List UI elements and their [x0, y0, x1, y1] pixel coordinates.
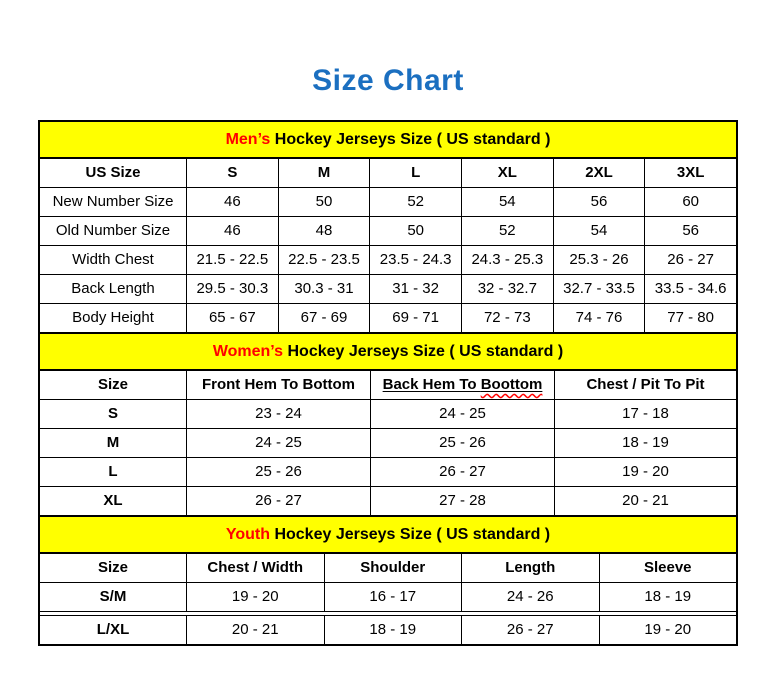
value-cell: 18 - 19 — [554, 429, 736, 457]
row-label: L/XL — [96, 621, 130, 638]
value-cell: 18 - 19 — [324, 616, 462, 644]
value-cell: 22.5 - 23.5 — [278, 246, 370, 274]
column-header — [369, 159, 461, 187]
value-cell: 54 — [553, 217, 645, 245]
value-cell: 50 — [278, 188, 370, 216]
value-cell: 25.3 - 26 — [553, 246, 645, 274]
column-header — [554, 371, 736, 399]
value-cell: 20 - 21 — [554, 487, 736, 515]
value-cell: 19 - 20 — [599, 616, 737, 644]
column-header — [599, 554, 737, 582]
table-row — [40, 216, 736, 245]
row-label: L — [108, 463, 118, 480]
row-label: M — [106, 434, 120, 451]
column-header — [370, 371, 554, 399]
page-title: Size Chart — [312, 64, 464, 97]
youth-section — [40, 515, 736, 644]
table-row — [40, 303, 736, 332]
value-cell: 25 - 26 — [186, 458, 370, 486]
value-cell: 72 - 73 — [461, 304, 553, 332]
column-header — [324, 554, 462, 582]
mens-header-row — [40, 159, 736, 187]
value-cell: 17 - 18 — [554, 400, 736, 428]
column-header-label: Shoulder — [360, 559, 426, 576]
value-cell: 67 - 69 — [278, 304, 370, 332]
column-header — [186, 159, 278, 187]
column-header — [553, 159, 645, 187]
row-label: Width Chest — [72, 251, 154, 268]
value-cell: 46 — [186, 217, 278, 245]
column-header — [461, 554, 599, 582]
table-row — [40, 187, 736, 216]
value-cell: 77 - 80 — [644, 304, 736, 332]
row-label: S/M — [99, 588, 127, 605]
value-cell: 30.3 - 31 — [278, 275, 370, 303]
value-cell: 24 - 25 — [186, 429, 370, 457]
value-cell: 48 — [278, 217, 370, 245]
table-row — [40, 582, 736, 612]
row-label: Back Length — [71, 280, 155, 297]
mens-title-highlight: Men’s — [225, 131, 271, 148]
value-cell: 74 - 76 — [553, 304, 645, 332]
column-header-label: M — [317, 164, 331, 181]
value-cell: 69 - 71 — [369, 304, 461, 332]
womens-section — [40, 332, 736, 515]
mens-section-title — [40, 122, 736, 159]
column-header-label: Sleeve — [643, 559, 692, 576]
value-cell: 60 — [644, 188, 736, 216]
value-cell: 52 — [461, 217, 553, 245]
column-header-label: XL — [497, 164, 517, 181]
value-cell: 26 - 27 — [644, 246, 736, 274]
row-label: Old Number Size — [55, 222, 171, 239]
table-row — [40, 486, 736, 515]
value-cell: 23.5 - 24.3 — [369, 246, 461, 274]
column-header — [278, 159, 370, 187]
table-row — [40, 457, 736, 486]
column-header-label — [383, 375, 543, 394]
value-cell: 24.3 - 25.3 — [461, 246, 553, 274]
column-header — [40, 159, 186, 187]
column-header-label: L — [411, 164, 421, 181]
youth-title-highlight: Youth — [225, 526, 270, 543]
column-header-label: Chest / Pit To Pit — [586, 376, 705, 393]
value-cell: 24 - 25 — [370, 400, 554, 428]
womens-title-text: Hockey Jerseys Size ( US standard ) — [283, 343, 564, 360]
column-header-label: US Size — [85, 164, 141, 181]
column-header-label: Length — [505, 559, 556, 576]
value-cell: 21.5 - 22.5 — [186, 246, 278, 274]
column-header — [644, 159, 736, 187]
value-cell: 65 - 67 — [186, 304, 278, 332]
mens-section — [40, 122, 736, 332]
womens-section-title — [40, 332, 736, 371]
value-cell: 24 - 26 — [461, 583, 599, 611]
table-row — [40, 399, 736, 428]
column-header — [186, 371, 370, 399]
value-cell: 56 — [644, 217, 736, 245]
value-cell: 56 — [553, 188, 645, 216]
value-cell: 46 — [186, 188, 278, 216]
column-header — [461, 159, 553, 187]
value-cell: 32 - 32.7 — [461, 275, 553, 303]
row-label: S — [107, 405, 118, 422]
value-cell: 54 — [461, 188, 553, 216]
column-header-label: Chest / Width — [207, 559, 304, 576]
column-header-label: S — [227, 164, 238, 181]
value-cell: 19 - 20 — [186, 583, 324, 611]
column-header — [40, 554, 186, 582]
youth-title-text: Hockey Jerseys Size ( US standard ) — [270, 526, 551, 543]
womens-header-row — [40, 371, 736, 399]
column-header-label: Size — [97, 376, 128, 393]
value-cell: 18 - 19 — [599, 583, 737, 611]
youth-section-title — [40, 515, 736, 554]
value-cell: 23 - 24 — [186, 400, 370, 428]
column-header — [40, 371, 186, 399]
value-cell: 26 - 27 — [186, 487, 370, 515]
value-cell: 33.5 - 34.6 — [644, 275, 736, 303]
column-header-label: 2XL — [585, 164, 613, 181]
table-row — [40, 615, 736, 644]
table-row — [40, 274, 736, 303]
value-cell: 20 - 21 — [186, 616, 324, 644]
column-header — [186, 554, 324, 582]
row-label: Body Height — [72, 309, 154, 326]
column-header-label: 3XL — [676, 164, 705, 181]
value-cell: 31 - 32 — [369, 275, 461, 303]
value-cell: 25 - 26 — [370, 429, 554, 457]
label-text: Back Hem To — [382, 376, 481, 393]
value-cell: 26 - 27 — [461, 616, 599, 644]
column-header-label: Front Hem To Bottom — [201, 376, 356, 393]
youth-header-row — [40, 554, 736, 582]
size-chart-tables — [38, 120, 738, 646]
value-cell: 27 - 28 — [370, 487, 554, 515]
table-row — [40, 245, 736, 274]
value-cell: 50 — [369, 217, 461, 245]
misspelled-word: Boottom — [480, 376, 543, 393]
mens-title-text: Hockey Jerseys Size ( US standard ) — [270, 131, 551, 148]
value-cell: 19 - 20 — [554, 458, 736, 486]
value-cell: 52 — [369, 188, 461, 216]
value-cell: 32.7 - 33.5 — [553, 275, 645, 303]
column-header-label: Size — [97, 559, 128, 576]
row-label: New Number Size — [52, 193, 174, 210]
value-cell: 29.5 - 30.3 — [186, 275, 278, 303]
row-label: XL — [103, 492, 123, 509]
value-cell: 26 - 27 — [370, 458, 554, 486]
table-row — [40, 428, 736, 457]
value-cell: 16 - 17 — [324, 583, 462, 611]
womens-title-highlight: Women’s — [212, 343, 284, 360]
